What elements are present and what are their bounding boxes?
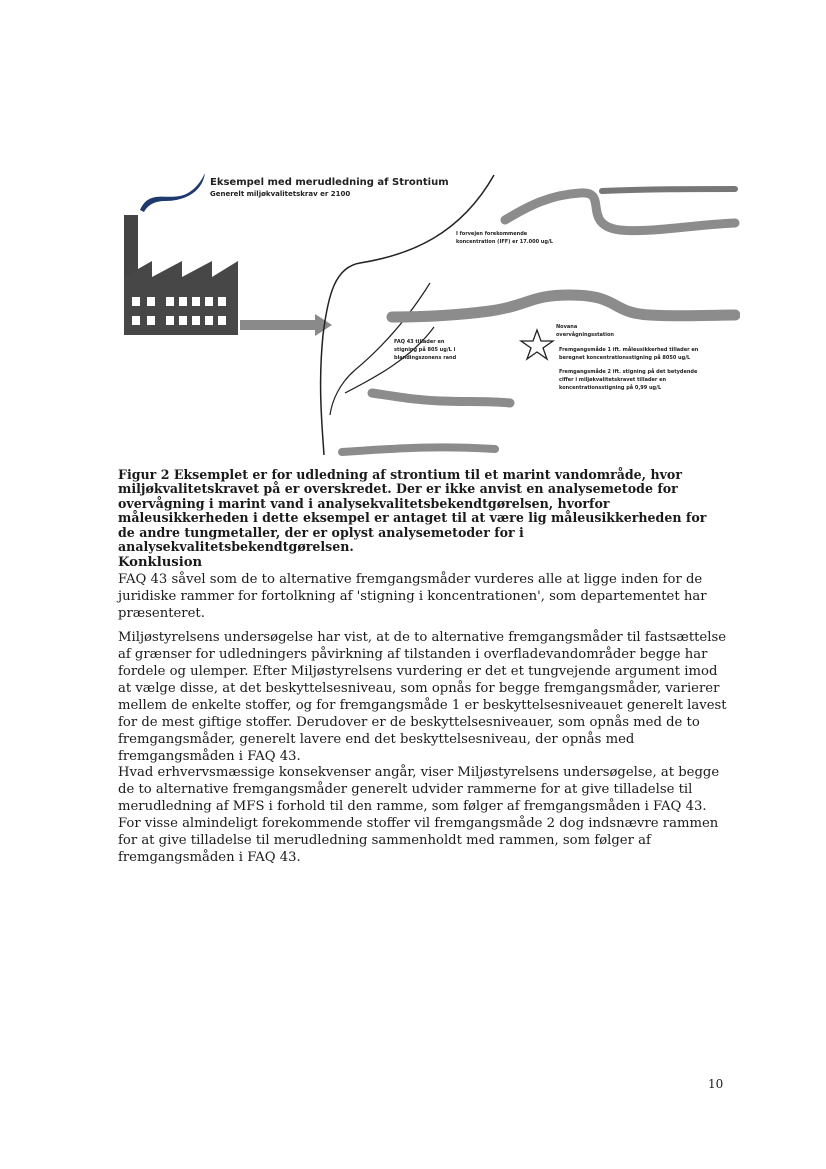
- strontium-discharge-figure: [110, 165, 740, 460]
- factory-icon: [124, 215, 238, 335]
- method2-label-line1: Fremgangsmåde 2 ift. stigning på det betydende: [559, 369, 698, 375]
- faq-label-line2: stigning på 805 ug/L i: [394, 347, 456, 353]
- method2-label-line2: ciffer i miljøkvalitetskravet tillader en: [559, 377, 667, 383]
- arrow-right-icon: [240, 314, 332, 336]
- faq-label-line3: blandingszonens rand: [394, 355, 457, 361]
- method2-label-line3: koncentrationsstigning på 0,99 ug/L: [559, 385, 662, 391]
- water-band: [392, 295, 735, 317]
- paragraph-2: Miljøstyrelsens undersøgelse har vist, at de to alternative fremgangsmåder til fastsættelse af grænser for udledningers påvirkning af tilstanden i overfladevandområder begge har fordele og ulemper. Efter Miljøstyrelsens vurdering er det et tungvejende argument imod at vælge disse, at det beskyttelsesniveau, som opnås for begge fremgangsmåder, varierer mellem de enkelte stoffer, og for fremgangsmåde 1 er beskyttelsesniveauet generelt lavest for de mest giftige stoffer. Derudover er de beskyttelsesniveauer, som opnås med de to fremgangsmåder, generelt lavere end det beskyttelsesniveau, der opnås med fremgangsmåden i FAQ 43.: [118, 630, 727, 764]
- figure-subtitle: Generelt miljøkvalitetskrav er 2100: [210, 190, 351, 198]
- smoke-plume: [140, 173, 205, 212]
- paragraph-3: Hvad erhvervsmæssige konsekvenser angår, viser Miljøstyrelsens undersøgelse, at begge de to alternative fremgangsmåder generelt udvider rammerne for at give tilladelse til merudledning af MFS i forhold til den ramme, som følger af fremgangsmåden i FAQ 43. For visse almindeligt forekommende stoffer vil fremgangsmåde 2 dog indsnævre rammen for at give tilladelse til merudledning sammenholdt med rammen, som følger af fremgangsmåden i FAQ 43.: [118, 765, 720, 865]
- iff-label-line2: koncentration (IFF) er 17.000 ug/L: [456, 239, 553, 245]
- page-number: 10: [708, 1077, 724, 1091]
- water-band: [505, 193, 735, 231]
- figure-title: Eksempel med merudledning af Strontium: [210, 177, 449, 188]
- section-heading: Konklusion: [118, 555, 203, 570]
- station-label-line2: overvågningsstation: [556, 332, 614, 338]
- iff-label-line1: I forvejen forekommende: [456, 231, 528, 237]
- figure-caption: Figur 2 Eksemplet er for udledning af strontium til et marint vandområde, hvor miljøkvalitetskravet på er overskredet. Der er ikke anvist en analysemetode for overvågning i marint vand i analysekvalitetsbekendtgørelsen, hvorfor måleusikkerheden i dette eksempel er antaget til at være lig måleusikkerheden for de andre tungmetaller, der er oplyst analysemetoder for i analysekvalitetsbekendtgørelsen.: [118, 467, 707, 555]
- station-label-line1: Novana: [556, 324, 578, 330]
- water-band: [342, 447, 495, 452]
- method1-label-line2: beregnet koncentrationsstigning på 8050 ug/L: [559, 355, 691, 361]
- faq-label-line1: FAQ 43 tillader en: [394, 339, 445, 345]
- water-band: [602, 189, 735, 191]
- water-band: [372, 393, 510, 403]
- method1-label-line1: Fremgangsmåde 1 ift. måleusikkerhed tillader en: [559, 347, 699, 353]
- star-icon: [521, 330, 553, 359]
- paragraph-1: FAQ 43 såvel som de to alternative fremgangsmåder vurderes alle at ligge inden for de juridiske rammer for fortolkning af 'stigning i koncentrationen', som departementet har præsenteret.: [118, 572, 707, 621]
